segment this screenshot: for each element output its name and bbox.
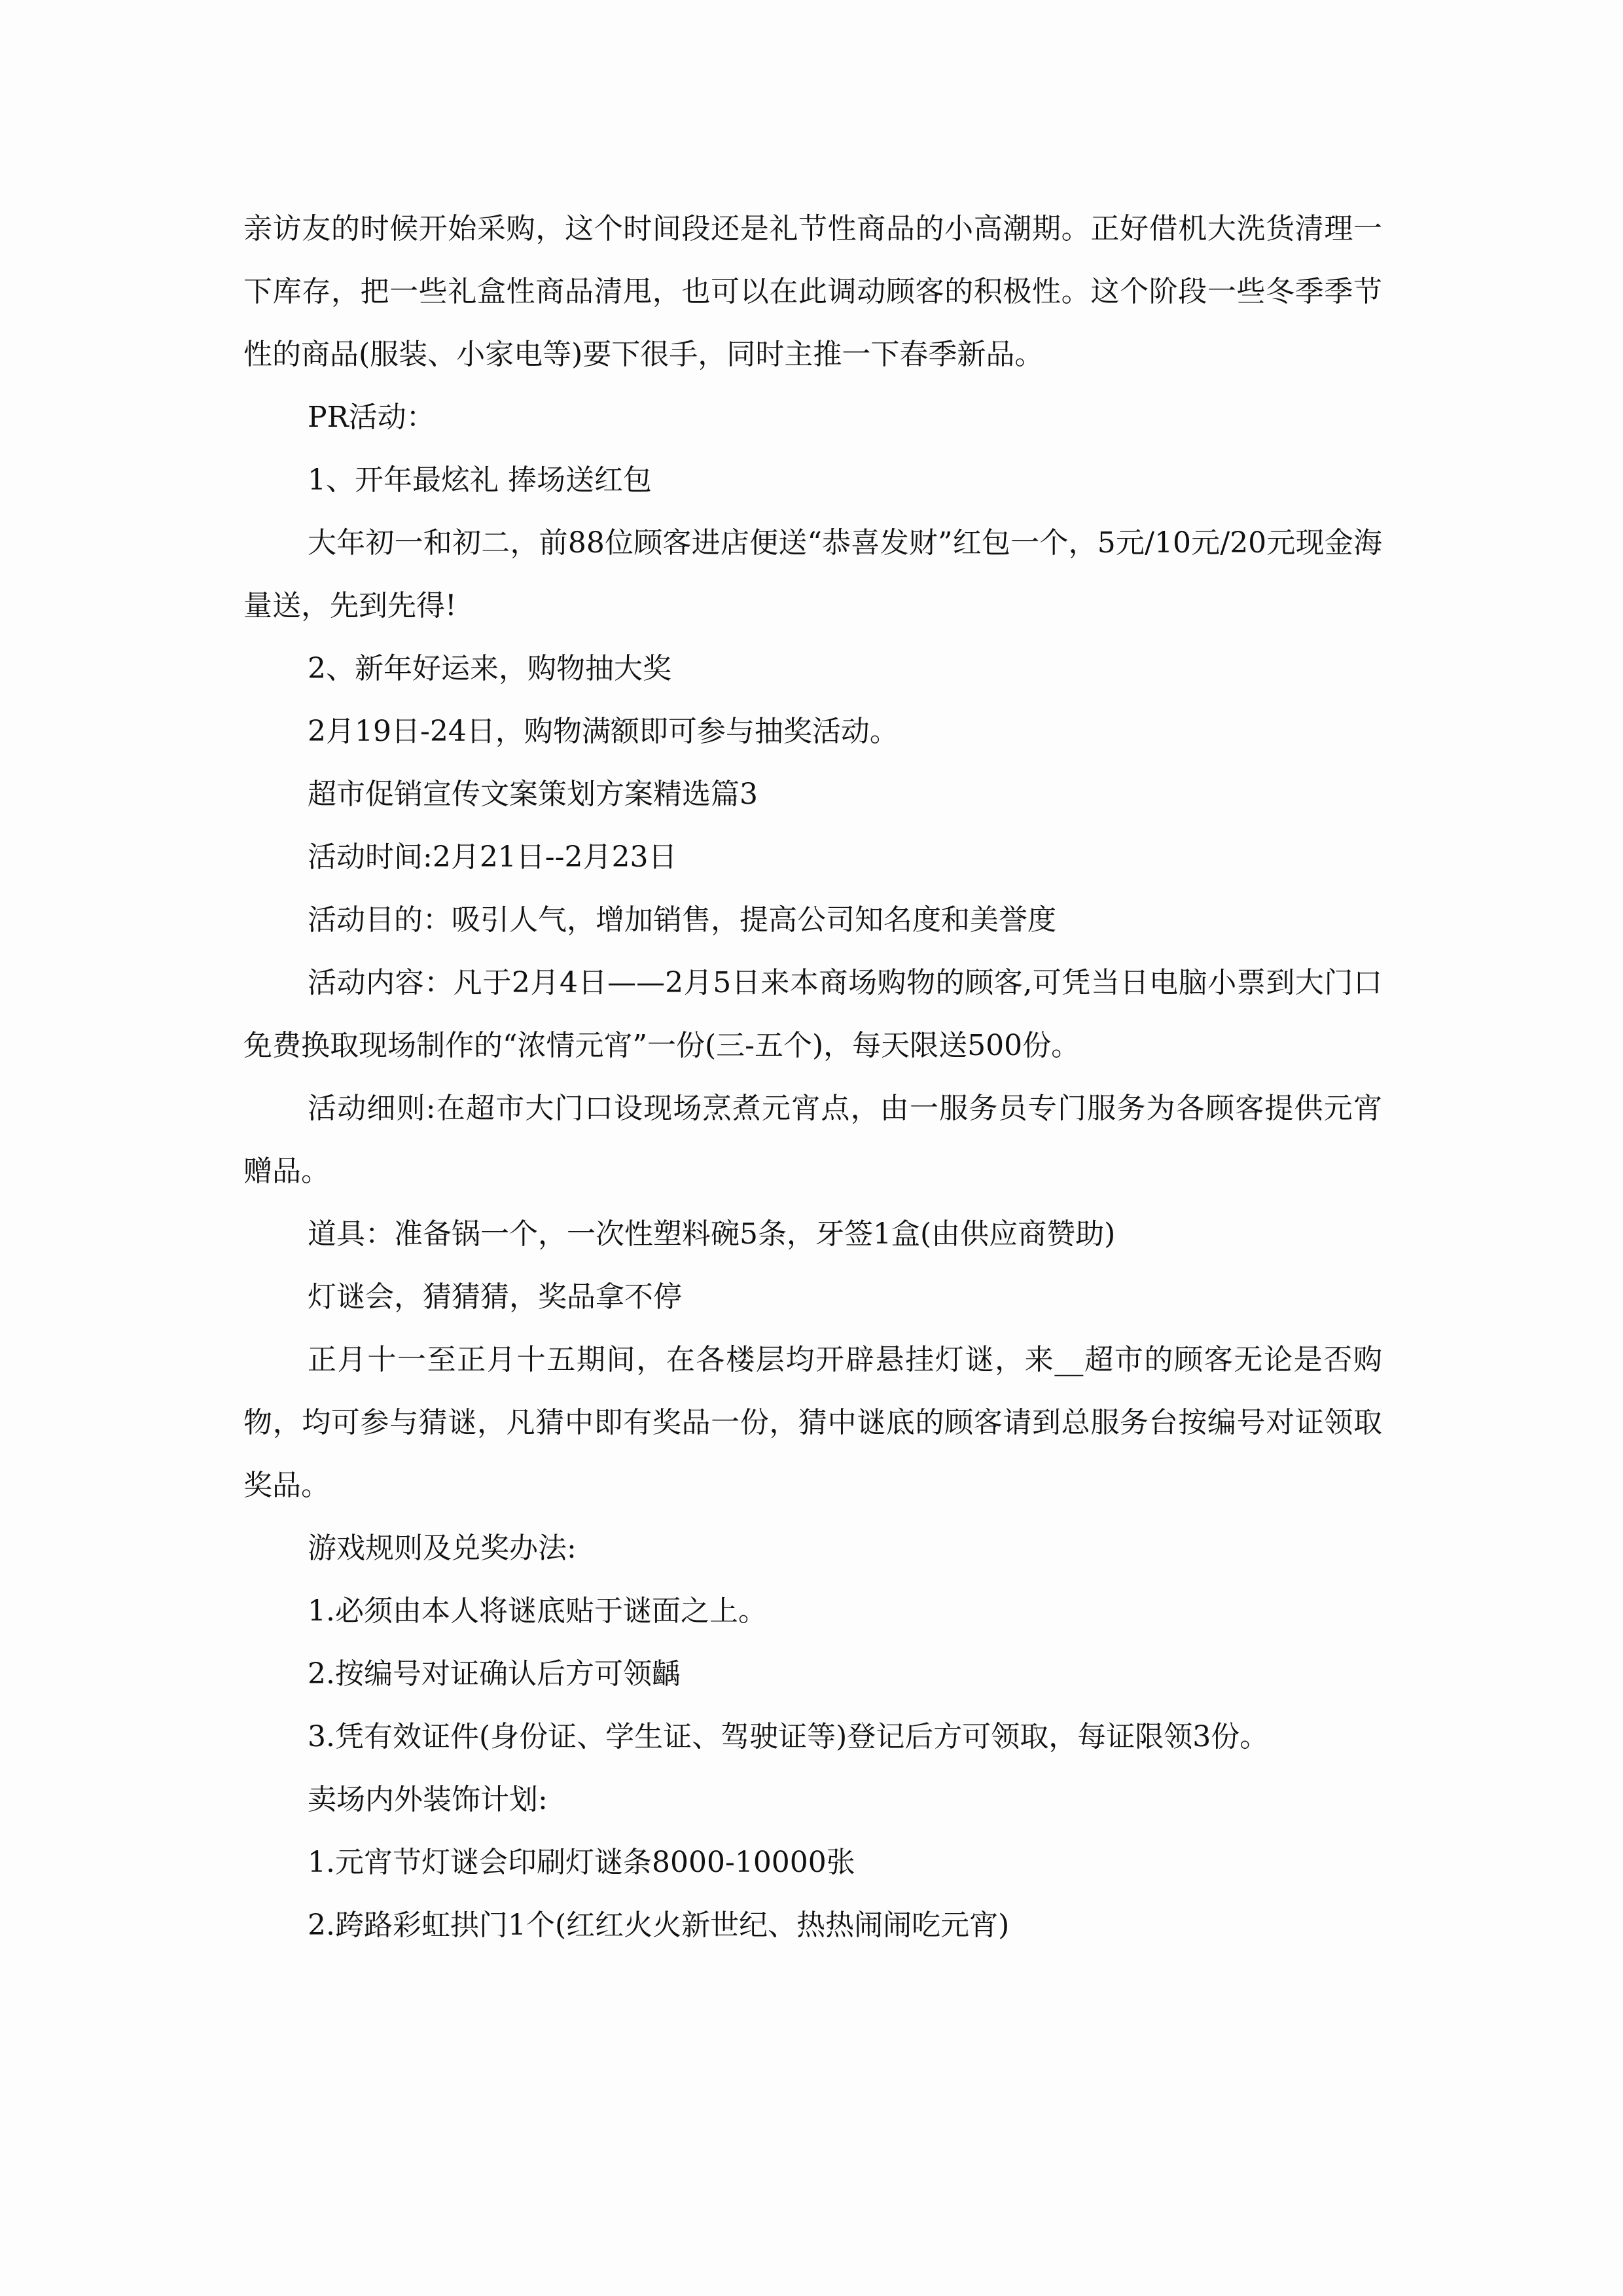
- paragraph: 活动细则:在超市大门口设现场烹煮元宵点，由一服务员专门服务为各顾客提供元宵赠品。: [243, 1092, 1382, 1188]
- paragraph: 卖场内外装饰计划:: [308, 1783, 548, 1816]
- paragraph: 游戏规则及兑奖办法:: [308, 1532, 577, 1565]
- document-body: [243, 198, 1382, 1957]
- section-heading: PR活动：: [308, 401, 435, 434]
- paragraph: 活动内容：凡于2月4日——2月5日来本商场购物的顾客,可凭当日电脑小票到大门口免费换取现场制作的“浓情元宵”一份(三-五个)，每天限送500份。: [243, 966, 1382, 1062]
- paragraph: 2月19日-24日，购物满额即可参与抽奖活动。: [308, 715, 899, 748]
- paragraph: 大年初一和初二，前88位顾客进店便送“恭喜发财”红包一个，5元/10元/20元现金海量送，先到先得!: [243, 526, 1382, 622]
- list-item: 1.元宵节灯谜会印刷灯谜条8000-10000张: [308, 1846, 855, 1879]
- paragraph: 亲访友的时候开始采购，这个时间段还是礼节性商品的小高潮期。正好借机大洗货清理一下库存，把一些礼盒性商品清甩，也可以在此调动顾客的积极性。这个阶段一些冬季季节性的商品(服装、小家电等)要下很手，同时主推一下春季新品。: [243, 212, 1382, 371]
- list-item: 1.必须由本人将谜底贴于谜面之上。: [308, 1594, 767, 1628]
- paragraph: 道具：准备锅一个，一次性塑料碗5条，牙签1盒(由供应商赞助): [308, 1217, 1116, 1251]
- paragraph: 活动目的：吸引人气，增加销售，提高公司知名度和美誉度: [308, 903, 1056, 937]
- paragraph: 正月十一至正月十五期间，在各楼层均开辟悬挂灯谜，来__超市的顾客无论是否购物，均可参与猜谜，凡猜中即有奖品一份，猜中谜底的顾客请到总服务台按编号对证领取奖品。: [243, 1343, 1382, 1502]
- list-item: 3.凭有效证件(身份证、学生证、驾驶证等)登记后方可领取，每证限领3份。: [308, 1720, 1269, 1753]
- paragraph: 活动时间:2月21日--2月23日: [308, 840, 677, 874]
- section-title: 超市促销宣传文案策划方案精选篇3: [308, 778, 758, 811]
- list-item: 2.按编号对证确认后方可领齲: [308, 1657, 681, 1691]
- list-item: 1、开年最炫礼 捧场送红包: [308, 463, 652, 497]
- list-item: 2.跨路彩虹拱门1个(红红火火新世纪、热热闹闹吃元宵): [308, 1909, 1010, 1942]
- list-item: 2、新年好运来，购物抽大奖: [308, 652, 671, 685]
- paragraph: 灯谜会，猜猜猜，奖品拿不停: [308, 1280, 682, 1314]
